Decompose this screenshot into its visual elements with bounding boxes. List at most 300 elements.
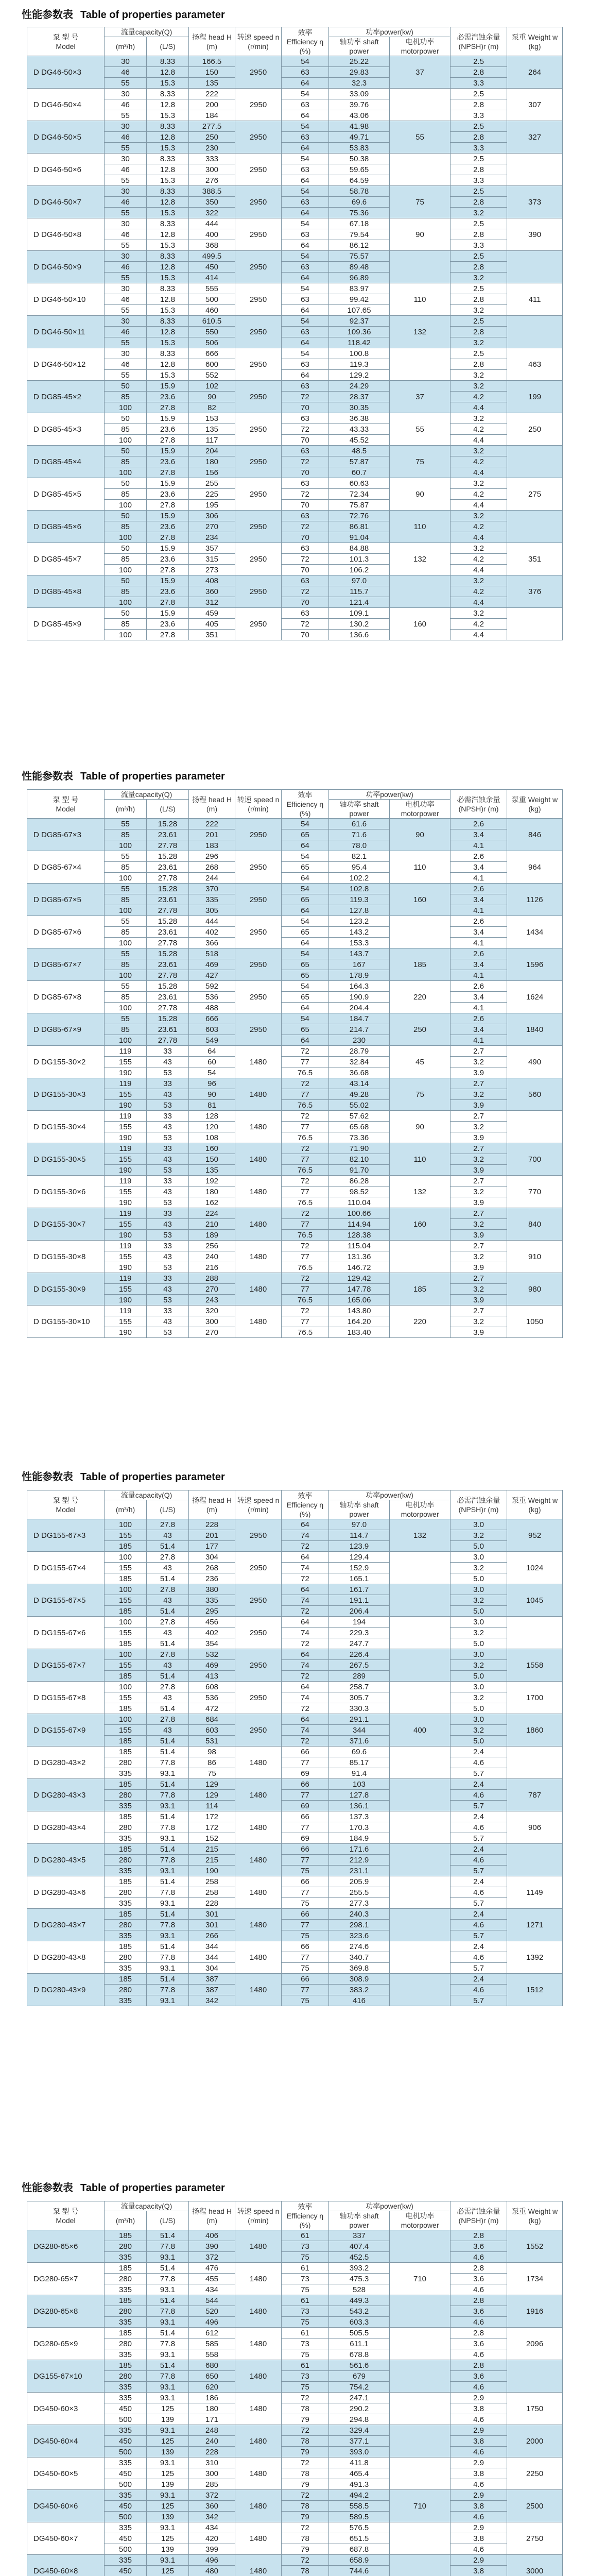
flow-header: 流量capacity(Q) (105, 2201, 189, 2211)
efficiency-cell: 65 (282, 829, 329, 840)
shaft-power-cell: 79.54 (329, 229, 390, 240)
efficiency-cell: 61 (282, 2328, 329, 2338)
head-cell: 472 (189, 1703, 235, 1714)
shaft-power-cell: 247.1 (329, 2393, 390, 2403)
efficiency-cell: 63 (282, 478, 329, 489)
efficiency-cell: 79 (282, 2479, 329, 2490)
flow-m3h-cell: 190 (105, 1100, 147, 1111)
shaft-power-cell: 611.1 (329, 2338, 390, 2349)
shaft-power-cell: 53.83 (329, 143, 390, 154)
speed-cell: 2950 (235, 1649, 282, 1682)
model-cell: D DG280-43×4 (27, 1811, 105, 1844)
shaft-power-cell: 102.8 (329, 884, 390, 894)
npsh-cell: 2.7 (451, 1241, 507, 1251)
model-header-en: Model (56, 804, 76, 813)
motor-power-cell: 250 (390, 1013, 451, 1046)
flow-ls-cell: 43 (147, 1284, 189, 1295)
flow-ls-cell: 23.61 (147, 862, 189, 873)
shaft-power-cell: 96.89 (329, 273, 390, 283)
model-header-cn: 泵 型 号 (53, 795, 79, 804)
weight-cell: 840 (507, 1208, 563, 1241)
section-title-en: Table of properties parameter (80, 2182, 225, 2194)
shaft-power-cell: 129.42 (329, 1273, 390, 1284)
flow-ls-cell: 23.61 (147, 829, 189, 840)
table-row (27, 1067, 563, 1078)
flow-ls-cell: 51.4 (147, 2263, 189, 2274)
shaft-power-cell: 558.5 (329, 2501, 390, 2512)
efficiency-cell: 75 (282, 1898, 329, 1909)
flow-m3h-cell: 30 (105, 154, 147, 164)
motor-power-header: 电机功率 motorpower (390, 37, 451, 56)
table-row (27, 2230, 563, 2241)
table-row (27, 143, 563, 154)
npsh-cell: 2.4 (451, 1941, 507, 1952)
shaft-power-cell: 100.8 (329, 348, 390, 359)
head-cell: 64 (189, 1046, 235, 1057)
shaft-power-cell: 78.0 (329, 840, 390, 851)
npsh-cell: 3.8 (451, 2566, 507, 2576)
efficiency-cell: 78 (282, 2533, 329, 2544)
efficiency-cell: 75 (282, 2252, 329, 2263)
shaft-power-cell: 97.0 (329, 575, 390, 586)
flow-ls-cell: 33 (147, 1208, 189, 1219)
npsh-cell: 2.5 (451, 348, 507, 359)
npsh-cell: 2.8 (451, 359, 507, 370)
npsh-cell: 4.2 (451, 424, 507, 435)
efficiency-cell: 72 (282, 2425, 329, 2436)
speed-cell: 1480 (235, 2458, 282, 2490)
efficiency-cell: 72 (282, 2522, 329, 2533)
table-row (27, 1930, 563, 1941)
speed-cell: 2950 (235, 121, 282, 154)
shaft-power-cell: 290.2 (329, 2403, 390, 2414)
npsh-cell: 2.5 (451, 154, 507, 164)
table-row (27, 1638, 563, 1649)
weight-cell (507, 511, 563, 543)
flow-ls-cell: 33 (147, 1306, 189, 1316)
model-cell: D DG85-45×3 (27, 413, 105, 446)
weight-cell: 1512 (507, 1974, 563, 2006)
flow-m3h-cell: 55 (105, 337, 147, 348)
model-cell: D DG85-67×7 (27, 948, 105, 981)
shaft-power-cell: 340.7 (329, 1952, 390, 1963)
flow-m3h-cell: 155 (105, 1284, 147, 1295)
shaft-power-cell: 28.79 (329, 1046, 390, 1057)
npsh-cell: 2.9 (451, 2458, 507, 2468)
head-cell: 333 (189, 154, 235, 164)
weight-cell: 1050 (507, 1306, 563, 1338)
shaft-power-cell: 678.8 (329, 2349, 390, 2360)
weight-cell: 463 (507, 348, 563, 381)
flow-m3h-cell: 119 (105, 1208, 147, 1219)
speed-cell: 2950 (235, 851, 282, 884)
head-cell: 186 (189, 2393, 235, 2403)
efficiency-cell: 76.5 (282, 1067, 329, 1078)
table-row (27, 1251, 563, 1262)
npsh-cell: 2.6 (451, 948, 507, 959)
motor-power-cell (390, 2393, 451, 2425)
flow-m3h-cell: 50 (105, 478, 147, 489)
npsh-cell: 4.6 (451, 1887, 507, 1898)
flow-m3h-cell: 46 (105, 262, 147, 273)
efficiency-cell: 61 (282, 2230, 329, 2241)
npsh-cell: 4.6 (451, 1855, 507, 1866)
weight-cell: 1558 (507, 1649, 563, 1682)
flow-m3h-cell: 335 (105, 2393, 147, 2403)
npsh-cell: 2.5 (451, 316, 507, 327)
flow-ls-cell: 139 (147, 2544, 189, 2555)
shaft-power-cell: 57.62 (329, 1111, 390, 1122)
flow-ls-cell: 15.9 (147, 575, 189, 586)
efficiency-cell: 64 (282, 208, 329, 218)
speed-cell: 1480 (235, 1273, 282, 1306)
flow-m3h-cell: 46 (105, 359, 147, 370)
efficiency-cell: 65 (282, 959, 329, 970)
flow-ls-cell: 93.1 (147, 2522, 189, 2533)
npsh-cell: 4.4 (451, 467, 507, 478)
flow-m3h-cell: 100 (105, 1519, 147, 1530)
flow-m3h-cell: 185 (105, 2263, 147, 2274)
model-cell: D DG46-50×5 (27, 121, 105, 154)
shaft-power-cell: 505.5 (329, 2328, 390, 2338)
shaft-power-cell: 323.6 (329, 1930, 390, 1941)
npsh-cell: 2.4 (451, 1811, 507, 1822)
weight-cell: 2096 (507, 2328, 563, 2360)
shaft-power-cell: 528 (329, 2284, 390, 2295)
efficiency-cell: 76.5 (282, 1165, 329, 1176)
table-row (27, 873, 563, 884)
npsh-cell: 5.7 (451, 1833, 507, 1844)
efficiency-cell: 63 (282, 543, 329, 554)
model-cell: DG280-65×7 (27, 2263, 105, 2295)
flow-m3h-cell: 100 (105, 532, 147, 543)
head-cell: 372 (189, 2252, 235, 2263)
efficiency-cell: 64 (282, 873, 329, 884)
efficiency-cell: 54 (282, 251, 329, 262)
efficiency-cell: 65 (282, 992, 329, 1003)
head-cell: 390 (189, 2241, 235, 2252)
efficiency-cell: 54 (282, 121, 329, 132)
npsh-cell: 2.8 (451, 327, 507, 337)
speed-cell: 1480 (235, 1306, 282, 1338)
table-row (27, 521, 563, 532)
speed-cell: 1480 (235, 1078, 282, 1111)
npsh-cell: 3.4 (451, 862, 507, 873)
shaft-power-cell: 85.17 (329, 1757, 390, 1768)
npsh-cell: 5.7 (451, 1898, 507, 1909)
head-cell: 406 (189, 2230, 235, 2241)
npsh-cell: 4.4 (451, 630, 507, 640)
efficiency-cell: 64 (282, 1584, 329, 1595)
table-row (27, 1187, 563, 1197)
model-cell: D DG155-67×6 (27, 1617, 105, 1649)
table-row (27, 164, 563, 175)
flow-ls-cell: 27.8 (147, 1682, 189, 1692)
flow-m3h-cell: 155 (105, 1219, 147, 1230)
npsh-cell: 3.4 (451, 959, 507, 970)
efficiency-cell: 72 (282, 1606, 329, 1617)
flow-ls-cell: 43 (147, 1530, 189, 1541)
head-cell: 370 (189, 884, 235, 894)
table-row (27, 1208, 563, 1219)
head-cell: 215 (189, 1855, 235, 1866)
table-row (27, 1003, 563, 1013)
model-cell: D DG280-43×9 (27, 1974, 105, 2006)
flow-m3h-cell: 55 (105, 916, 147, 927)
flow-ls-cell: 12.8 (147, 327, 189, 337)
flow-ls-cell: 43 (147, 1219, 189, 1230)
npsh-cell: 4.6 (451, 2512, 507, 2522)
motor-power-cell: 132 (390, 1176, 451, 1208)
flow-ls-cell: 15.3 (147, 110, 189, 121)
model-header (27, 2201, 105, 2230)
efficiency-cell: 72 (282, 1638, 329, 1649)
flow-m3h-cell: 55 (105, 1013, 147, 1024)
flow-ls-cell: 51.4 (147, 1844, 189, 1855)
npsh-cell: 2.7 (451, 1273, 507, 1284)
table-row (27, 2382, 563, 2393)
shaft-power-cell: 171.6 (329, 1844, 390, 1855)
table-row (27, 1273, 563, 1284)
weight-header: 泵重 Weight w (kg) (507, 2201, 563, 2230)
efficiency-cell: 63 (282, 197, 329, 208)
npsh-header: 必需汽蚀余量 (NPSH)r (m) (451, 1490, 507, 1519)
flow-ls-cell: 43 (147, 1628, 189, 1638)
motor-power-cell: 110 (390, 511, 451, 543)
flow-ls-cell: 33 (147, 1176, 189, 1187)
head-cell: 610.5 (189, 316, 235, 327)
npsh-cell: 2.6 (451, 1013, 507, 1024)
flow-ls-cell: 12.8 (147, 164, 189, 175)
model-header-cn: 泵 型 号 (53, 2207, 79, 2215)
flow-m3h-header: (m³/h) (105, 800, 147, 819)
head-cell: 300 (189, 164, 235, 175)
shaft-power-cell: 393.2 (329, 2263, 390, 2274)
table-row (27, 970, 563, 981)
npsh-cell: 2.5 (451, 186, 507, 197)
npsh-cell: 4.2 (451, 619, 507, 630)
shaft-power-cell: 377.1 (329, 2436, 390, 2447)
efficiency-cell: 77 (282, 1154, 329, 1165)
flow-m3h-cell: 280 (105, 1985, 147, 1995)
npsh-cell: 4.1 (451, 905, 507, 916)
flow-m3h-cell: 50 (105, 608, 147, 619)
npsh-cell: 4.4 (451, 435, 507, 446)
table-row (27, 1855, 563, 1866)
npsh-cell: 2.9 (451, 2522, 507, 2533)
flow-ls-cell: 23.61 (147, 1024, 189, 1035)
head-cell: 184 (189, 110, 235, 121)
table-row (27, 186, 563, 197)
npsh-cell: 4.6 (451, 1920, 507, 1930)
flow-m3h-cell: 100 (105, 1714, 147, 1725)
speed-cell: 1480 (235, 1779, 282, 1811)
flow-ls-cell: 93.1 (147, 1833, 189, 1844)
shaft-power-cell: 127.8 (329, 1790, 390, 1801)
head-cell: 650 (189, 2371, 235, 2382)
table-row (27, 500, 563, 511)
flow-m3h-cell: 85 (105, 521, 147, 532)
efficiency-cell: 64 (282, 1714, 329, 1725)
flow-m3h-cell: 335 (105, 1801, 147, 1811)
flow-m3h-cell: 155 (105, 1187, 147, 1197)
model-cell: D DG85-45×7 (27, 543, 105, 575)
shaft-power-cell: 589.5 (329, 2512, 390, 2522)
weight-cell: 307 (507, 89, 563, 121)
npsh-cell: 2.8 (451, 132, 507, 143)
weight-cell: 1392 (507, 1941, 563, 1974)
model-cell: D DG280-43×6 (27, 1876, 105, 1909)
motor-power-cell (390, 1811, 451, 1844)
weight-cell: 906 (507, 1811, 563, 1844)
table-row (27, 586, 563, 597)
flow-ls-cell: 23.61 (147, 992, 189, 1003)
head-cell: 135 (189, 1165, 235, 1176)
model-header-en: Model (56, 2216, 76, 2225)
npsh-cell: 3.2 (451, 1219, 507, 1230)
table-row (27, 1100, 563, 1111)
speed-cell: 1480 (235, 1876, 282, 1909)
npsh-cell: 3.6 (451, 2274, 507, 2284)
shaft-power-cell: 658.9 (329, 2555, 390, 2566)
shaft-power-cell: 267.5 (329, 1660, 390, 1671)
npsh-cell: 4.4 (451, 532, 507, 543)
npsh-cell: 5.7 (451, 1768, 507, 1779)
table-row (27, 1671, 563, 1682)
efficiency-cell: 65 (282, 1024, 329, 1035)
flow-ls-cell: 43 (147, 1692, 189, 1703)
npsh-cell: 3.2 (451, 1660, 507, 1671)
flow-ls-cell: 15.9 (147, 381, 189, 392)
weight-header: 泵重 Weight w (kg) (507, 790, 563, 819)
efficiency-cell: 66 (282, 1876, 329, 1887)
flow-m3h-cell: 450 (105, 2403, 147, 2414)
head-cell: 81 (189, 1100, 235, 1111)
flow-ls-cell: 51.4 (147, 1779, 189, 1790)
flow-m3h-cell: 30 (105, 56, 147, 67)
efficiency-cell: 64 (282, 938, 329, 948)
shaft-power-cell: 55.02 (329, 1100, 390, 1111)
flow-ls-cell: 27.78 (147, 970, 189, 981)
flow-ls-cell: 15.3 (147, 175, 189, 186)
table-row (27, 1801, 563, 1811)
efficiency-cell: 72 (282, 1736, 329, 1747)
flow-header: 流量capacity(Q) (105, 790, 189, 800)
efficiency-cell: 64 (282, 337, 329, 348)
flow-m3h-cell: 30 (105, 121, 147, 132)
head-cell: 608 (189, 1682, 235, 1692)
head-cell: 480 (189, 2566, 235, 2576)
flow-ls-cell: 23.6 (147, 521, 189, 532)
flow-ls-cell: 93.1 (147, 2555, 189, 2566)
flow-ls-cell: 15.28 (147, 981, 189, 992)
shaft-power-cell: 75.57 (329, 251, 390, 262)
table-row (27, 240, 563, 251)
efficiency-cell: 78 (282, 2468, 329, 2479)
efficiency-cell: 72 (282, 1273, 329, 1284)
flow-m3h-cell: 30 (105, 251, 147, 262)
npsh-cell: 2.8 (451, 2328, 507, 2338)
table-row (27, 99, 563, 110)
shaft-power-header: 轴功率 shaft power (329, 37, 390, 56)
model-cell: D DG46-50×4 (27, 89, 105, 121)
table-row (27, 381, 563, 392)
shaft-power-cell: 61.6 (329, 819, 390, 829)
table-row (27, 1519, 563, 1530)
npsh-cell: 3.3 (451, 78, 507, 89)
shaft-power-cell: 204.4 (329, 1003, 390, 1013)
motor-power-cell (390, 2425, 451, 2458)
speed-cell: 2950 (235, 413, 282, 446)
flow-m3h-cell: 185 (105, 1876, 147, 1887)
shaft-power-cell: 49.28 (329, 1089, 390, 1100)
shaft-power-cell: 72.34 (329, 489, 390, 500)
head-cell: 195 (189, 500, 235, 511)
table-row (27, 1584, 563, 1595)
shaft-power-cell: 543.2 (329, 2306, 390, 2317)
flow-ls-cell: 77.8 (147, 1822, 189, 1833)
npsh-cell: 3.2 (451, 608, 507, 619)
efficiency-cell: 65 (282, 927, 329, 938)
head-cell: 266 (189, 1930, 235, 1941)
npsh-cell: 4.2 (451, 489, 507, 500)
flow-m3h-cell: 85 (105, 392, 147, 402)
table-row (27, 608, 563, 619)
motor-power-cell: 75 (390, 186, 451, 218)
table-row (27, 1682, 563, 1692)
weight-header: 泵重 Weight w (kg) (507, 27, 563, 56)
table-row (27, 229, 563, 240)
efficiency-cell: 72 (282, 2490, 329, 2501)
flow-ls-header: (L/S) (147, 1500, 189, 1519)
flow-ls-cell: 27.78 (147, 840, 189, 851)
shaft-power-cell: 164.3 (329, 981, 390, 992)
speed-cell: 2950 (235, 543, 282, 575)
flow-ls-cell: 12.8 (147, 294, 189, 305)
table-row (27, 1327, 563, 1338)
motor-power-cell (390, 2360, 451, 2393)
speed-cell: 2950 (235, 1682, 282, 1714)
speed-cell: 1480 (235, 2230, 282, 2263)
model-cell: DG280-65×8 (27, 2295, 105, 2328)
model-header-en: Model (56, 42, 76, 50)
section-title (22, 2179, 225, 2194)
flow-m3h-cell: 100 (105, 500, 147, 511)
head-cell: 344 (189, 1952, 235, 1963)
efficiency-cell: 74 (282, 1563, 329, 1573)
flow-m3h-cell: 185 (105, 1671, 147, 1682)
efficiency-cell: 70 (282, 630, 329, 640)
efficiency-cell: 72 (282, 424, 329, 435)
table-header (27, 27, 563, 56)
table-row (27, 2501, 563, 2512)
speed-cell: 2950 (235, 89, 282, 121)
table-row (27, 2241, 563, 2252)
table-row (27, 532, 563, 543)
efficiency-cell: 63 (282, 608, 329, 619)
speed-cell: 1480 (235, 2425, 282, 2458)
motor-power-cell (390, 1552, 451, 1584)
flow-m3h-cell: 155 (105, 1122, 147, 1132)
npsh-header: 必需汽蚀余量 (NPSH)r (m) (451, 2201, 507, 2230)
npsh-cell: 2.6 (451, 884, 507, 894)
efficiency-cell: 69 (282, 1768, 329, 1779)
npsh-cell: 2.4 (451, 1909, 507, 1920)
head-cell: 192 (189, 1176, 235, 1187)
flow-m3h-cell: 185 (105, 2360, 147, 2371)
speed-header: 转速 speed n (r/min) (235, 790, 282, 819)
head-cell: 612 (189, 2328, 235, 2338)
